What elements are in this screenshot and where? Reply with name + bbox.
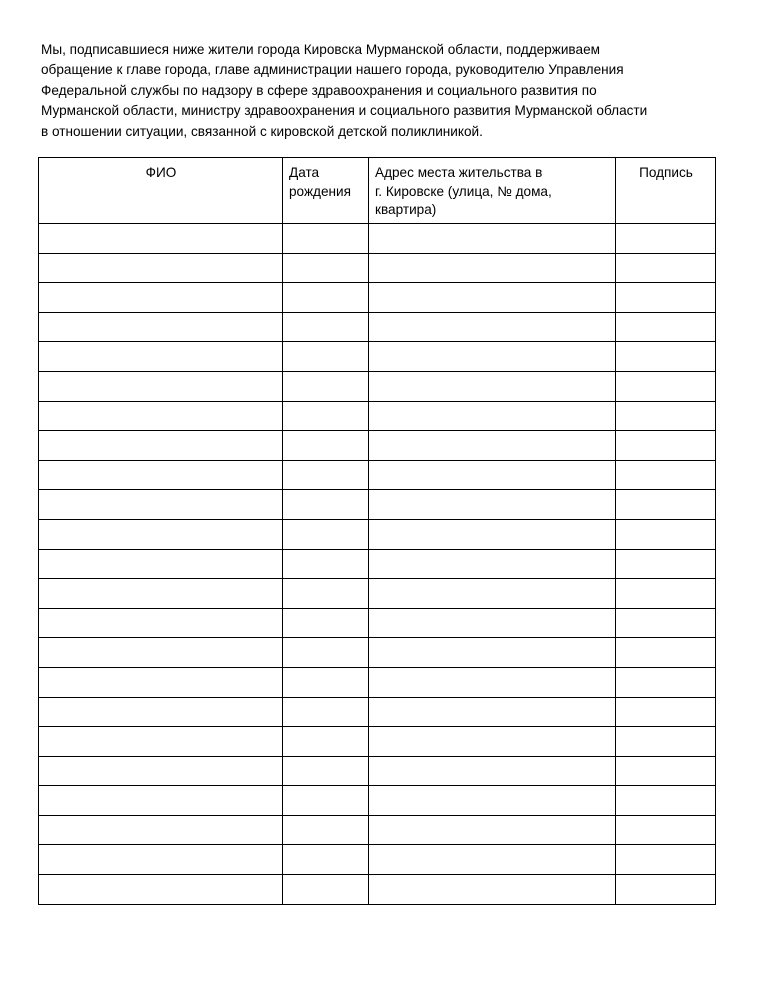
table-row <box>39 549 716 579</box>
fio-cell <box>39 875 283 905</box>
column-header-birth-date: Дата рождения <box>283 158 369 224</box>
signature-cell <box>616 283 716 313</box>
petition-text-line: Мурманской области, министру здравоохранения и социального развития Мурманской области <box>41 103 648 119</box>
table-row <box>39 490 716 520</box>
fio-cell <box>39 579 283 609</box>
signature-cell <box>616 312 716 342</box>
birth-date-cell <box>283 608 369 638</box>
fio-cell <box>39 490 283 520</box>
fio-cell <box>39 727 283 757</box>
table-row <box>39 608 716 638</box>
address-cell <box>369 608 616 638</box>
fio-cell <box>39 460 283 490</box>
address-cell <box>369 460 616 490</box>
signature-cell <box>616 431 716 461</box>
address-cell <box>369 283 616 313</box>
birth-date-cell <box>283 253 369 283</box>
birth-date-cell <box>283 845 369 875</box>
birth-date-cell <box>283 549 369 579</box>
signature-cell <box>616 549 716 579</box>
signature-cell <box>616 667 716 697</box>
fio-cell <box>39 638 283 668</box>
address-cell <box>369 312 616 342</box>
birth-date-cell <box>283 638 369 668</box>
table-row <box>39 283 716 313</box>
signature-cell <box>616 845 716 875</box>
signature-table-body <box>39 224 716 905</box>
petition-text-line: обращение к главе города, главе администрации нашего города, руководителю Управления <box>41 62 624 78</box>
fio-cell <box>39 283 283 313</box>
birth-date-cell <box>283 431 369 461</box>
table-row <box>39 371 716 401</box>
table-row <box>39 727 716 757</box>
fio-cell <box>39 815 283 845</box>
birth-date-cell <box>283 401 369 431</box>
fio-cell <box>39 371 283 401</box>
address-cell <box>369 786 616 816</box>
table-row <box>39 579 716 609</box>
birth-date-cell <box>283 667 369 697</box>
address-cell <box>369 371 616 401</box>
signature-cell <box>616 875 716 905</box>
table-row <box>39 845 716 875</box>
address-cell <box>369 431 616 461</box>
birth-date-cell <box>283 815 369 845</box>
fio-cell <box>39 756 283 786</box>
birth-date-cell <box>283 756 369 786</box>
birth-date-cell <box>283 312 369 342</box>
birth-date-cell <box>283 727 369 757</box>
table-row <box>39 519 716 549</box>
signature-cell <box>616 460 716 490</box>
signature-cell <box>616 519 716 549</box>
table-row <box>39 756 716 786</box>
table-row <box>39 401 716 431</box>
signature-cell <box>616 727 716 757</box>
signature-cell <box>616 579 716 609</box>
table-row <box>39 697 716 727</box>
signature-cell <box>616 224 716 254</box>
signature-cell <box>616 756 716 786</box>
birth-date-cell <box>283 490 369 520</box>
petition-text-line: Федеральной службы по надзору в сфере здравоохранения и социального развития по <box>41 82 597 98</box>
address-cell <box>369 875 616 905</box>
address-cell <box>369 756 616 786</box>
birth-date-cell <box>283 519 369 549</box>
address-cell <box>369 697 616 727</box>
fio-cell <box>39 431 283 461</box>
petition-text-line: Мы, подписавшиеся ниже жители города Кировска Мурманской области, поддерживаем <box>41 42 600 57</box>
petition-text-line: в отношении ситуации, связанной с кировской детской поликлиникой. <box>41 123 483 139</box>
fio-cell <box>39 697 283 727</box>
signature-cell <box>616 342 716 372</box>
birth-date-cell <box>283 875 369 905</box>
signature-cell <box>616 608 716 638</box>
table-row <box>39 667 716 697</box>
fio-cell <box>39 312 283 342</box>
fio-cell <box>39 342 283 372</box>
fio-cell <box>39 253 283 283</box>
address-cell <box>369 815 616 845</box>
column-header-signature: Подпись <box>616 158 716 224</box>
address-cell <box>369 224 616 254</box>
fio-cell <box>39 519 283 549</box>
address-cell <box>369 519 616 549</box>
table-row <box>39 786 716 816</box>
address-cell <box>369 253 616 283</box>
address-cell <box>369 490 616 520</box>
fio-cell <box>39 401 283 431</box>
table-row <box>39 224 716 254</box>
table-row <box>39 431 716 461</box>
signature-cell <box>616 786 716 816</box>
table-row <box>39 312 716 342</box>
birth-date-cell <box>283 224 369 254</box>
table-row <box>39 815 716 845</box>
fio-cell <box>39 667 283 697</box>
fio-cell <box>39 549 283 579</box>
birth-date-cell <box>283 786 369 816</box>
address-cell <box>369 727 616 757</box>
signature-cell <box>616 371 716 401</box>
address-cell <box>369 401 616 431</box>
birth-date-cell <box>283 460 369 490</box>
birth-date-cell <box>283 342 369 372</box>
column-header-address: Адрес места жительства в г. Кировске (улица, № дома, квартира) <box>369 158 616 224</box>
fio-cell <box>39 224 283 254</box>
petition-text <box>41 40 741 142</box>
birth-date-cell <box>283 371 369 401</box>
table-row <box>39 342 716 372</box>
signature-table <box>38 157 716 905</box>
signature-cell <box>616 490 716 520</box>
table-header-row <box>39 158 716 224</box>
column-header-fio: ФИО <box>39 158 283 224</box>
signature-cell <box>616 638 716 668</box>
birth-date-cell <box>283 697 369 727</box>
fio-cell <box>39 845 283 875</box>
table-row <box>39 460 716 490</box>
signature-cell <box>616 697 716 727</box>
address-cell <box>369 549 616 579</box>
address-cell <box>369 638 616 668</box>
birth-date-cell <box>283 283 369 313</box>
signature-cell <box>616 253 716 283</box>
table-row <box>39 638 716 668</box>
signature-cell <box>616 815 716 845</box>
table-row <box>39 875 716 905</box>
address-cell <box>369 579 616 609</box>
birth-date-cell <box>283 579 369 609</box>
fio-cell <box>39 608 283 638</box>
signature-cell <box>616 401 716 431</box>
address-cell <box>369 667 616 697</box>
address-cell <box>369 845 616 875</box>
table-row <box>39 253 716 283</box>
address-cell <box>369 342 616 372</box>
fio-cell <box>39 786 283 816</box>
